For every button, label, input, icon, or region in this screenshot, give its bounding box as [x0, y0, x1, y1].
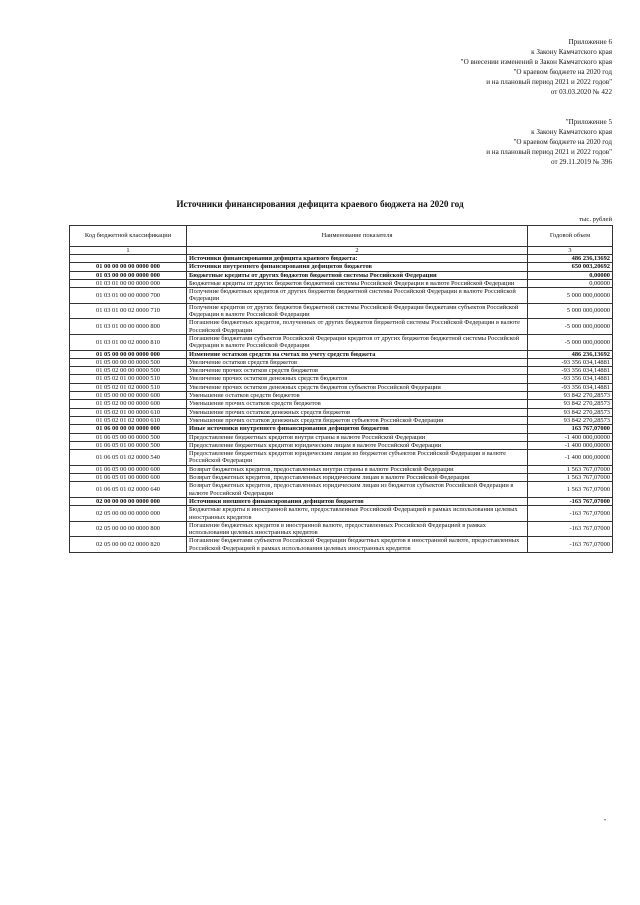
table-row	[70, 482, 613, 498]
table-row	[70, 521, 613, 537]
table-row	[70, 288, 613, 304]
row-code: 01 05 02 00 00 0000 500	[70, 367, 187, 375]
row-code: 01 03 01 00 02 0000 810	[70, 334, 187, 350]
header-line: "Приложение 5	[565, 118, 612, 126]
row-name: Источники внутреннего финансирования дефицитов бюджетов	[187, 263, 528, 271]
table-row	[70, 334, 613, 350]
table-row	[70, 450, 613, 466]
row-value: 93 842 270,28573	[528, 416, 613, 424]
table-row	[70, 441, 613, 449]
table-row	[70, 271, 613, 279]
row-name: Увеличение остатков средств бюджетов	[187, 358, 528, 366]
row-name: Увеличение прочих остатков денежных средств бюджетов	[187, 375, 528, 383]
row-name: Получение бюджетных кредитов от других бюджетов бюджетной системы Российской Федерации в валюте Российской Федерации	[187, 288, 528, 304]
row-name: Увеличение прочих остатков средств бюджетов	[187, 367, 528, 375]
header-original-law	[486, 118, 612, 168]
row-name: Погашение бюджетами субъектов Российской Федерации кредитов от других бюджетов бюджетной системы Российской Федерации в валюте Российской Федерации	[187, 334, 528, 350]
row-name: Погашение бюджетами субъектов Российской Федерации бюджетных кредитов в иностранной валюте, предоставленных Российской Федерацией в рамках использования целевых иностранных кредитов	[187, 537, 528, 553]
row-value: -93 356 034,14881	[528, 367, 613, 375]
table-row	[70, 383, 613, 391]
table-row	[70, 433, 613, 441]
row-name: Уменьшение прочих остатков денежных средств бюджетов	[187, 408, 528, 416]
table-row	[70, 474, 613, 482]
row-name: Иные источники внутреннего финансирования дефицитов бюджетов	[187, 425, 528, 433]
row-code: 01 05 02 01 00 0000 610	[70, 408, 187, 416]
row-code: 02 05 00 00 00 0000 000	[70, 506, 187, 522]
row-code: 01 06 05 00 00 0000 600	[70, 465, 187, 473]
table-row	[70, 255, 613, 263]
column-number: 3	[528, 247, 613, 255]
header-line: и на плановый период 2021 и 2022 годов"	[486, 147, 612, 156]
header-line: и на плановый период 2021 и 2022 годов"	[486, 77, 612, 86]
row-value: -5 000 000,00000	[528, 319, 613, 335]
table-row	[70, 375, 613, 383]
row-value: 0,00000	[528, 279, 613, 287]
table-row	[70, 416, 613, 424]
row-name: Изменение остатков средств на счетах по учету средств бюджета	[187, 350, 528, 358]
row-value: -163 767,07000	[528, 521, 613, 537]
column-header-value: Годовой объем	[528, 226, 613, 247]
row-value: 93 842 270,28573	[528, 392, 613, 400]
end-quote-mark: "	[604, 819, 607, 825]
row-code: 01 05 02 01 00 0000 510	[70, 375, 187, 383]
row-name: Погашение бюджетных кредитов в иностранной валюте, предоставленных Российской Федерацией в рамках использования целевых иностранных кредитов	[187, 521, 528, 537]
document-title: Источники финансирования дефицита краевого бюджета на 2020 год	[176, 199, 464, 209]
row-code: 01 03 01 00 02 0000 710	[70, 303, 187, 319]
row-code: 01 06 05 01 02 0000 540	[70, 450, 187, 466]
header-line: "О внесении изменений в Закон Камчатского края	[460, 57, 612, 66]
row-value: 0,00000	[528, 271, 613, 279]
row-name: Бюджетные кредиты от других бюджетов бюджетной системы Российской Федерации	[187, 271, 528, 279]
table-row	[70, 408, 613, 416]
column-number-row	[70, 247, 613, 255]
table-row	[70, 319, 613, 335]
table-row	[70, 425, 613, 433]
row-value: 163 767,07000	[528, 425, 613, 433]
row-code: 02 05 00 00 00 0000 800	[70, 521, 187, 537]
row-name: Бюджетные кредиты от других бюджетов бюджетной системы Российской Федерации в валюте Российской Федерации	[187, 279, 528, 287]
row-name: Получение кредитов от других бюджетов бюджетной системы Российской Федерации бюджетами субъектов Российской Федерации в валюте Российской Федерации	[187, 303, 528, 319]
table-header-row	[70, 226, 613, 247]
table-row	[70, 537, 613, 553]
row-value: -163 767,07000	[528, 506, 613, 522]
row-name: Уменьшение остатков средств бюджетов	[187, 392, 528, 400]
row-value: 486 236,13692	[528, 350, 613, 358]
row-name: Уменьшение прочих остатков средств бюджетов	[187, 400, 528, 408]
row-value: -5 000 000,00000	[528, 334, 613, 350]
row-name: Источники финансирования дефицита краевого бюджета:	[187, 255, 528, 263]
row-value: 5 000 000,00000	[528, 288, 613, 304]
header-line: Приложение 6	[568, 38, 612, 46]
table-row	[70, 279, 613, 287]
row-name: Возврат бюджетных кредитов, предоставленных юридическим лицам в валюте Российской Федерации	[187, 474, 528, 482]
header-current-law	[461, 38, 612, 97]
row-code: 01 03 01 00 00 0000 700	[70, 288, 187, 304]
table-row	[70, 465, 613, 473]
table-row	[70, 497, 613, 505]
row-value: 1 563 767,07000	[528, 474, 613, 482]
row-name: Уменьшение прочих остатков денежных средств бюджетов субъектов Российской Федерации	[187, 416, 528, 424]
row-value: 93 842 270,28573	[528, 408, 613, 416]
row-code: 01 06 05 00 00 0000 500	[70, 433, 187, 441]
row-value: -1 400 000,00000	[528, 441, 613, 449]
row-name: Предоставление бюджетных кредитов юридическим лицам из бюджетов субъектов Российской Федерации в валюте Российской Федерации	[187, 450, 528, 466]
table-row	[70, 263, 613, 271]
row-value: -1 400 000,00000	[528, 450, 613, 466]
row-value: -1 400 000,00000	[528, 433, 613, 441]
row-name: Источники внешнего финансирования дефицитов бюджетов	[187, 497, 528, 505]
row-code: 01 05 02 01 02 0000 610	[70, 416, 187, 424]
row-code: 01 00 00 00 00 0000 000	[70, 263, 187, 271]
table-row	[70, 303, 613, 319]
table-row	[70, 358, 613, 366]
table-row	[70, 350, 613, 358]
header-line: от 29.11.2019 № 396	[551, 157, 612, 166]
row-code: 01 06 05 01 02 0000 640	[70, 482, 187, 498]
row-code: 02 00 00 00 00 0000 000	[70, 497, 187, 505]
row-code: 01 03 00 00 00 0000 000	[70, 271, 187, 279]
row-code: 01 06 00 00 00 0000 000	[70, 425, 187, 433]
column-number: 2	[187, 247, 528, 255]
table-row	[70, 367, 613, 375]
row-name: Предоставление бюджетных кредитов юридическим лицам в валюте Российской Федерации	[187, 441, 528, 449]
table-row	[70, 400, 613, 408]
row-value: 1 563 767,07000	[528, 482, 613, 498]
row-value: 1 563 767,07000	[528, 465, 613, 473]
row-code: 01 05 02 01 02 0000 510	[70, 383, 187, 391]
row-code: 02 05 00 00 02 0000 820	[70, 537, 187, 553]
row-value: -93 356 034,14881	[528, 383, 613, 391]
table-body	[70, 255, 613, 553]
row-value: 93 842 270,28573	[528, 400, 613, 408]
row-value: -93 356 034,14881	[528, 375, 613, 383]
financing-sources-table	[69, 225, 613, 553]
row-code: 01 05 00 00 00 0000 500	[70, 358, 187, 366]
header-line: к Закону Камчатского края	[531, 127, 612, 136]
header-line: от 03.03.2020 № 422	[550, 87, 612, 96]
row-value: -163 767,07000	[528, 497, 613, 505]
row-code: 01 03 01 00 00 0000 800	[70, 319, 187, 335]
row-code: 01 06 05 01 00 0000 500	[70, 441, 187, 449]
row-code: 01 05 02 00 00 0000 600	[70, 400, 187, 408]
header-line: к Закону Камчатского края	[531, 47, 612, 56]
row-name: Погашение бюджетных кредитов, полученных от других бюджетов бюджетной системы Российской Федерации в валюте Российской Федерации	[187, 319, 528, 335]
row-name: Бюджетные кредиты в иностранной валюте, предоставленные Российской Федерацией в рамках использования целевых иностранных кредитов	[187, 506, 528, 522]
header-line: "О краевом бюджете на 2020 год	[513, 67, 612, 76]
row-code: 01 06 05 01 00 0000 600	[70, 474, 187, 482]
row-value: -93 356 034,14881	[528, 358, 613, 366]
row-value: 5 000 000,00000	[528, 303, 613, 319]
row-name: Увеличение прочих остатков денежных средств бюджетов субъектов Российской Федерации	[187, 383, 528, 391]
row-value: 650 003,20692	[528, 263, 613, 271]
table-row	[70, 506, 613, 522]
header-line: "О краевом бюджете на 2020 год	[513, 137, 612, 146]
row-value: -163 767,07000	[528, 537, 613, 553]
table-row	[70, 392, 613, 400]
column-header-code: Код бюджетной классификации	[70, 226, 187, 247]
row-value: 486 236,13692	[528, 255, 613, 263]
row-code	[70, 255, 187, 263]
row-name: Возврат бюджетных кредитов, предоставленных юридическим лицам из бюджетов субъектов Российской Федерации в валюте Российской Федерации	[187, 482, 528, 498]
units-label: тыс. рублей	[579, 216, 612, 223]
row-name: Возврат бюджетных кредитов, предоставленных внутри страны в валюте Российской Федерации	[187, 465, 528, 473]
row-name: Предоставление бюджетных кредитов внутри страны в валюте Российской Федерации	[187, 433, 528, 441]
column-header-name: Наименование показателя	[187, 226, 528, 247]
row-code: 01 05 00 00 00 0000 600	[70, 392, 187, 400]
row-code: 01 03 01 00 00 0000 000	[70, 279, 187, 287]
row-code: 01 05 00 00 00 0000 000	[70, 350, 187, 358]
column-number: 1	[70, 247, 187, 255]
